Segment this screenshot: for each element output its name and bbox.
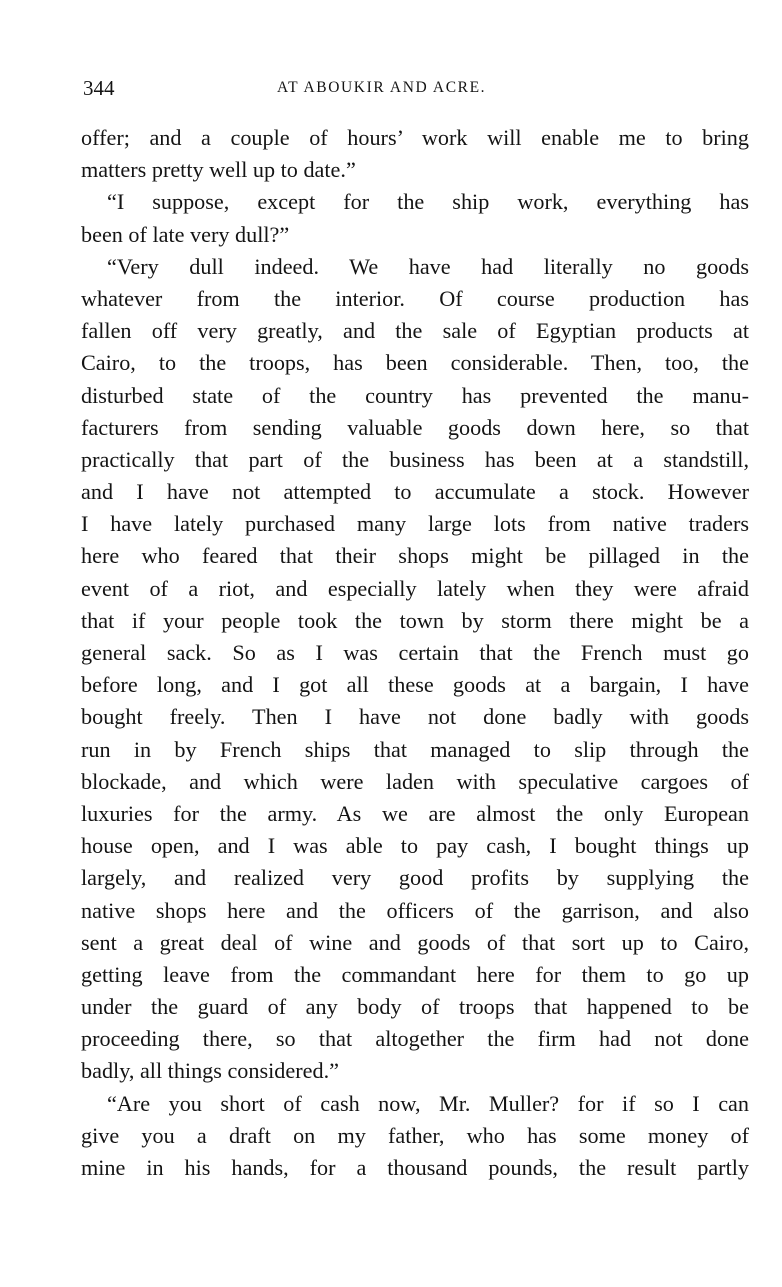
page-header [81, 74, 749, 108]
text-line: offer; and a couple of hours’ work will enable me to bring [81, 125, 749, 150]
text-line: mine in his hands, for a thousand pounds, the result partly [81, 1155, 749, 1180]
text-line: before long, and I got all these goods at a bargain, I have [81, 672, 749, 698]
text-line: whatever from the interior. Of course production has [81, 285, 749, 311]
text-line: run in by French ships that managed to slip through the [81, 736, 749, 762]
text-line: proceeding there, so that altogether the firm had not done [81, 1026, 749, 1052]
text-line: sent a great deal of wine and goods of that sort up to Cairo, [81, 929, 749, 955]
text-line: give you a draft on my father, who has some money of [81, 1122, 749, 1148]
text-line: and I have not attempted to accumulate a stock. However [81, 479, 749, 505]
book-page [81, 74, 749, 1184]
text-line: “Are you short of cash now, Mr. Muller? for if so I can [107, 1090, 749, 1116]
text-line: luxuries for the army. As we are almost the only European [81, 800, 749, 826]
text-line: Cairo, to the troops, has been considerable. Then, too, the [81, 350, 749, 376]
text-line: house open, and I was able to pay cash, I bought things up [81, 833, 749, 859]
text-line: “I suppose, except for the ship work, everything has [107, 189, 749, 215]
text-line: blockade, and which were laden with speculative cargoes of [81, 768, 749, 794]
body-text [81, 122, 749, 1184]
text-line: native shops here and the officers of the garrison, and also [81, 897, 749, 923]
text-line: been of late very dull?” [81, 221, 290, 247]
text-line: event of a riot, and especially lately when they were afraid [81, 575, 749, 601]
text-line: bought freely. Then I have not done badly with goods [81, 704, 749, 730]
running-head: AT ABOUKIR AND ACRE. [277, 79, 487, 96]
text-line: “Very dull indeed. We have had literally no goods [107, 253, 749, 279]
text-line: that if your people took the town by storm there might be a [81, 607, 749, 633]
text-line: badly, all things considered.” [81, 1058, 339, 1084]
text-line: here who feared that their shops might be pillaged in the [81, 543, 749, 569]
text-line: general sack. So as I was certain that the French must go [81, 640, 749, 665]
text-line: getting leave from the commandant here for them to go up [81, 961, 749, 987]
page-number: 344 [83, 76, 115, 100]
text-line: facturers from sending valuable goods down here, so that [81, 414, 749, 440]
text-line: matters pretty well up to date.” [81, 157, 356, 183]
text-line: I have lately purchased many large lots from native traders [81, 511, 749, 537]
text-line: under the guard of any body of troops that happened to be [81, 994, 749, 1020]
text-line: largely, and realized very good profits by supplying the [81, 865, 749, 891]
text-line: disturbed state of the country has prevented the manu- [81, 382, 749, 408]
text-line: practically that part of the business has been at a standstill, [81, 446, 749, 472]
text-line: fallen off very greatly, and the sale of Egyptian products at [81, 318, 749, 344]
